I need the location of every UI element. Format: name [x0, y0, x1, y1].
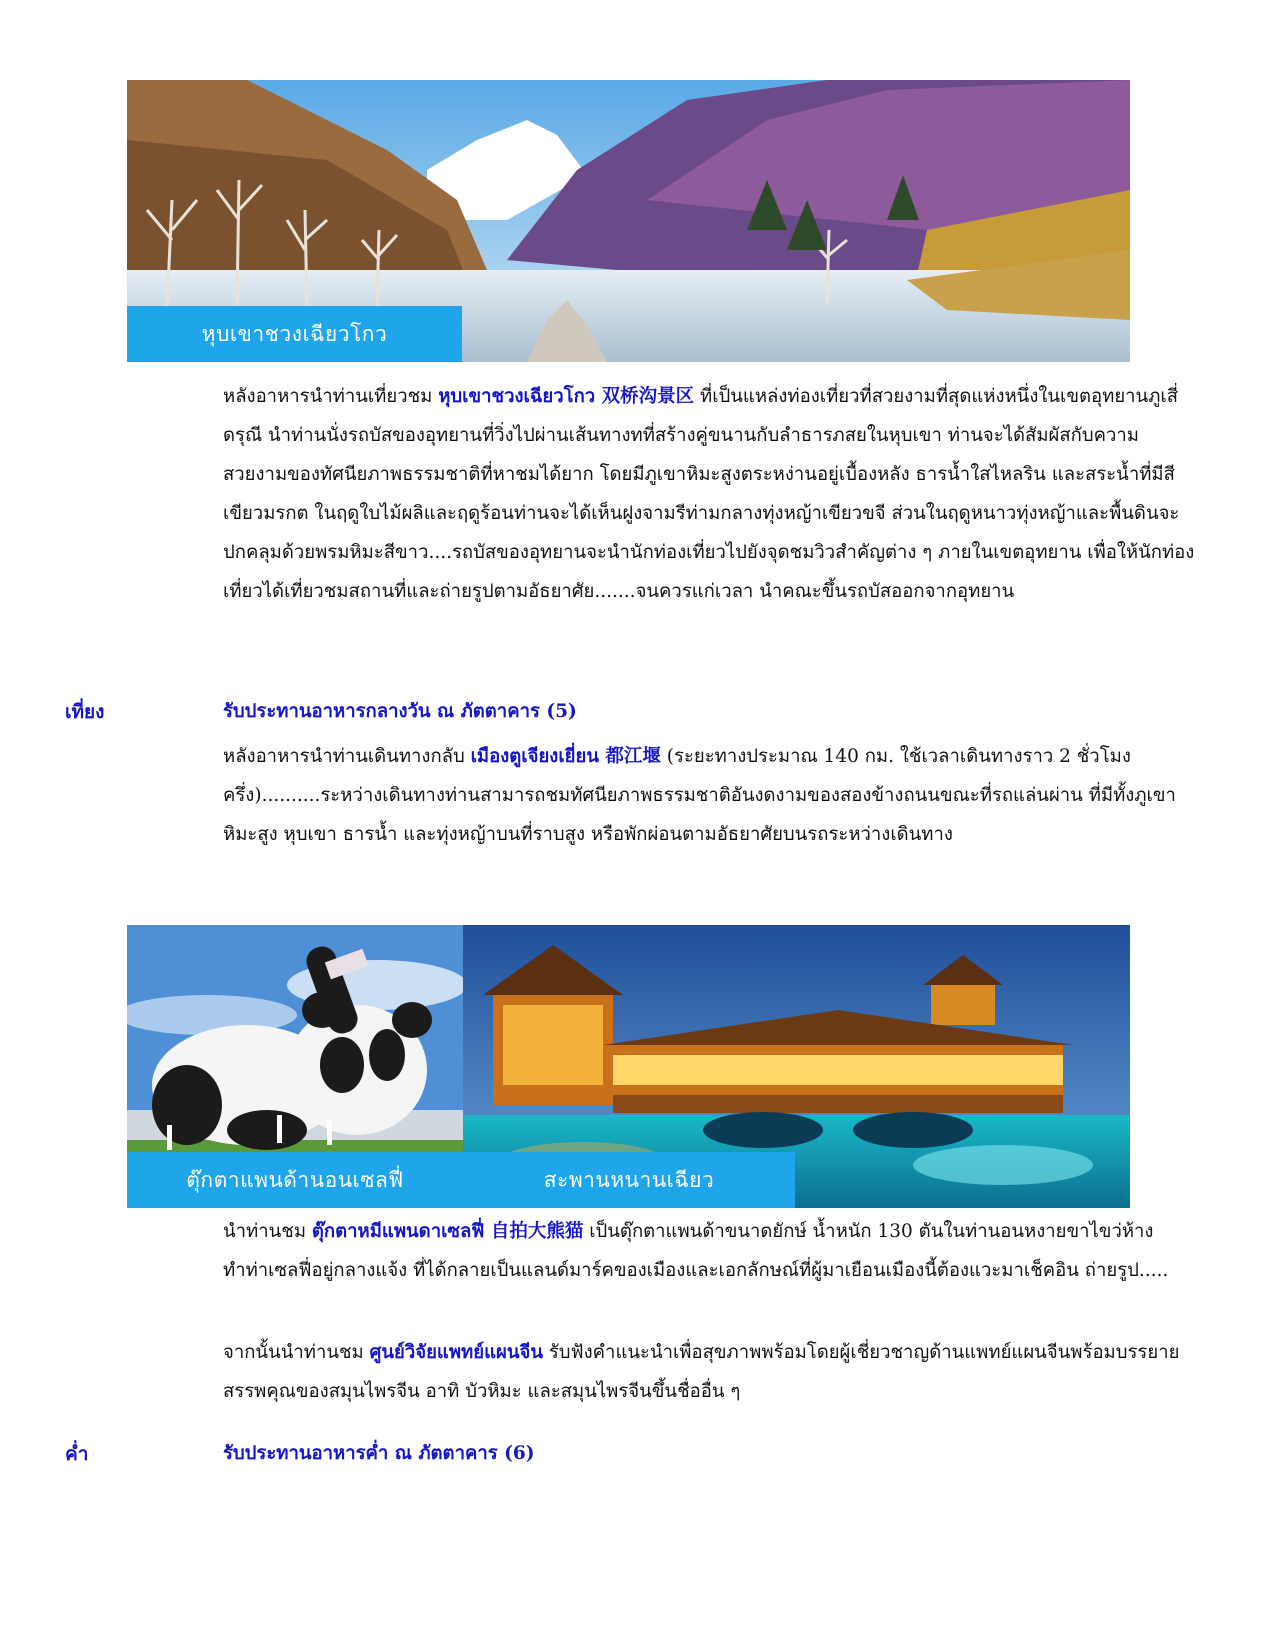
valley-caption: หุบเขาชวงเฉียวโกว	[127, 306, 462, 362]
travel-text-intro: หลังอาหารนำท่านเดินทางกลับ	[223, 746, 471, 767]
medicine-center-highlight: ศูนย์วิจัยแพทย์แผนจีน	[369, 1342, 543, 1363]
travel-description	[223, 737, 1195, 854]
dinner-text: รับประทานอาหารค่ำ ณ ภัตตาคาร (6)	[223, 1443, 535, 1464]
valley-text-intro: หลังอาหารนำท่านเที่ยวชม	[223, 386, 439, 407]
medicine-text-body: รับฟังคำแนะนำเพื่อสุขภาพพร้อมโดยผู้เชี่ยวชาญด้านแพทย์แผนจีนพร้อมบรรยายสรรพคุณของสมุนไพรจีน อาทิ บัวหิมะ และสมุนไพรจีนขึ้นชื่ออื่น ๆ	[223, 1342, 1180, 1402]
travel-text-body: (ระยะทางประมาณ 140 กม. ใช้เวลาเดินทางราว 2 ชั่วโมงครึ่ง)..........ระหว่างเดินทางท่านสามารถชมทัศนียภาพธรรมชาติอันงดงามของสองข้างถนนขณะที่รถแล่นผ่าน ที่มีทั้งภูเขาหิมะสูง หุบเขา ธารน้ำ และทุ่งหญ้าบนที่ราบสูง หรือพักผ่อนตามอัธยาศัยบนรถระหว่างเดินทาง	[223, 746, 1176, 845]
panda-name-highlight: ตุ๊กตาหมีแพนดาเซลฟี่ 自拍大熊猫	[311, 1221, 584, 1242]
valley-description	[223, 377, 1195, 611]
city-name-highlight: เมืองตูเจียงเยี่ยน 都江堰	[470, 746, 661, 767]
panda-text-intro: นำท่านชม	[223, 1221, 312, 1242]
panda-photo	[127, 925, 463, 1208]
valley-text-body: ที่เป็นแหล่งท่องเที่ยวที่สวยงามที่สุดแห่งหนึ่งในเขตอุทยานภูเสี่ดรุณี นำท่านนั่งรถบัสของอุทยานที่วิ่งไปผ่านเส้นทางทที่สร้างคู่ขนานกับลำธารภสยในหุบเขา ท่านจะได้สัมผัสกับความสวยงามของทัศนียภาพธรรมชาติที่หาชมได้ยาก โดยมีภูเขาหิมะสูงตระหง่านอยู่เบื้องหลัง ธารน้ำใสไหลริน และสระน้ำที่มีสีเขียวมรกต ในฤดูใบไม้ผลิและฤดูร้อนท่านจะได้เห็นฝูงจามรีท่ามกลางทุ่งหญ้าเขียวขจี ส่วนในฤดูหนาวทุ่งหญ้าและพื้นดินจะปกคลุมด้วยพรมหิมะสีขาว....รถบัสของอุทยานจะนำนักท่องเที่ยวไปยังจุดชมวิวสำคัญต่าง ๆ ภายในเขตอุทยาน เพื่อให้นักท่องเที่ยวได้เที่ยวชมสถานที่และถ่ายรูปตามอัธยาศัย.......จนควรแก่เวลา นำคณะขึ้นรถบัสออกจากอุทยาน	[223, 386, 1195, 602]
valley-photo	[127, 80, 1130, 362]
panda-description	[223, 1212, 1195, 1290]
panda-caption: ตุ๊กตาแพนด้านอนเซลฟี่	[127, 1152, 463, 1208]
valley-name-highlight: หุบเขาชวงเฉียวโกว 双桥沟景区	[438, 386, 695, 407]
lunch-label: เที่ยง	[65, 701, 105, 723]
bridge-caption: สะพานหนานเฉียว	[463, 1152, 795, 1208]
panda-text-body: เป็นตุ๊กตาแพนด้าขนาดยักษ์ น้ำหนัก 130 ตันในท่านอนหงายขาไขว่ห้างทำท่าเซลฟี่อยู่กลางแจ้ง ที่ได้กลายเป็นแลนด์มาร์คของเมืองและเอกลักษณ์ที่ผู้มาเยือนเมืองนี้ต้องแวะมาเช็คอิน ถ่ายรูป.....	[223, 1221, 1169, 1281]
bridge-photo	[463, 925, 1130, 1208]
lunch-text: รับประทานอาหารกลางวัน ณ ภัตตาคาร (5)	[223, 701, 577, 722]
medicine-text-intro: จากนั้นนำท่านชม	[223, 1342, 370, 1363]
medicine-description	[223, 1333, 1195, 1411]
dinner-label: ค่ำ	[65, 1443, 89, 1465]
